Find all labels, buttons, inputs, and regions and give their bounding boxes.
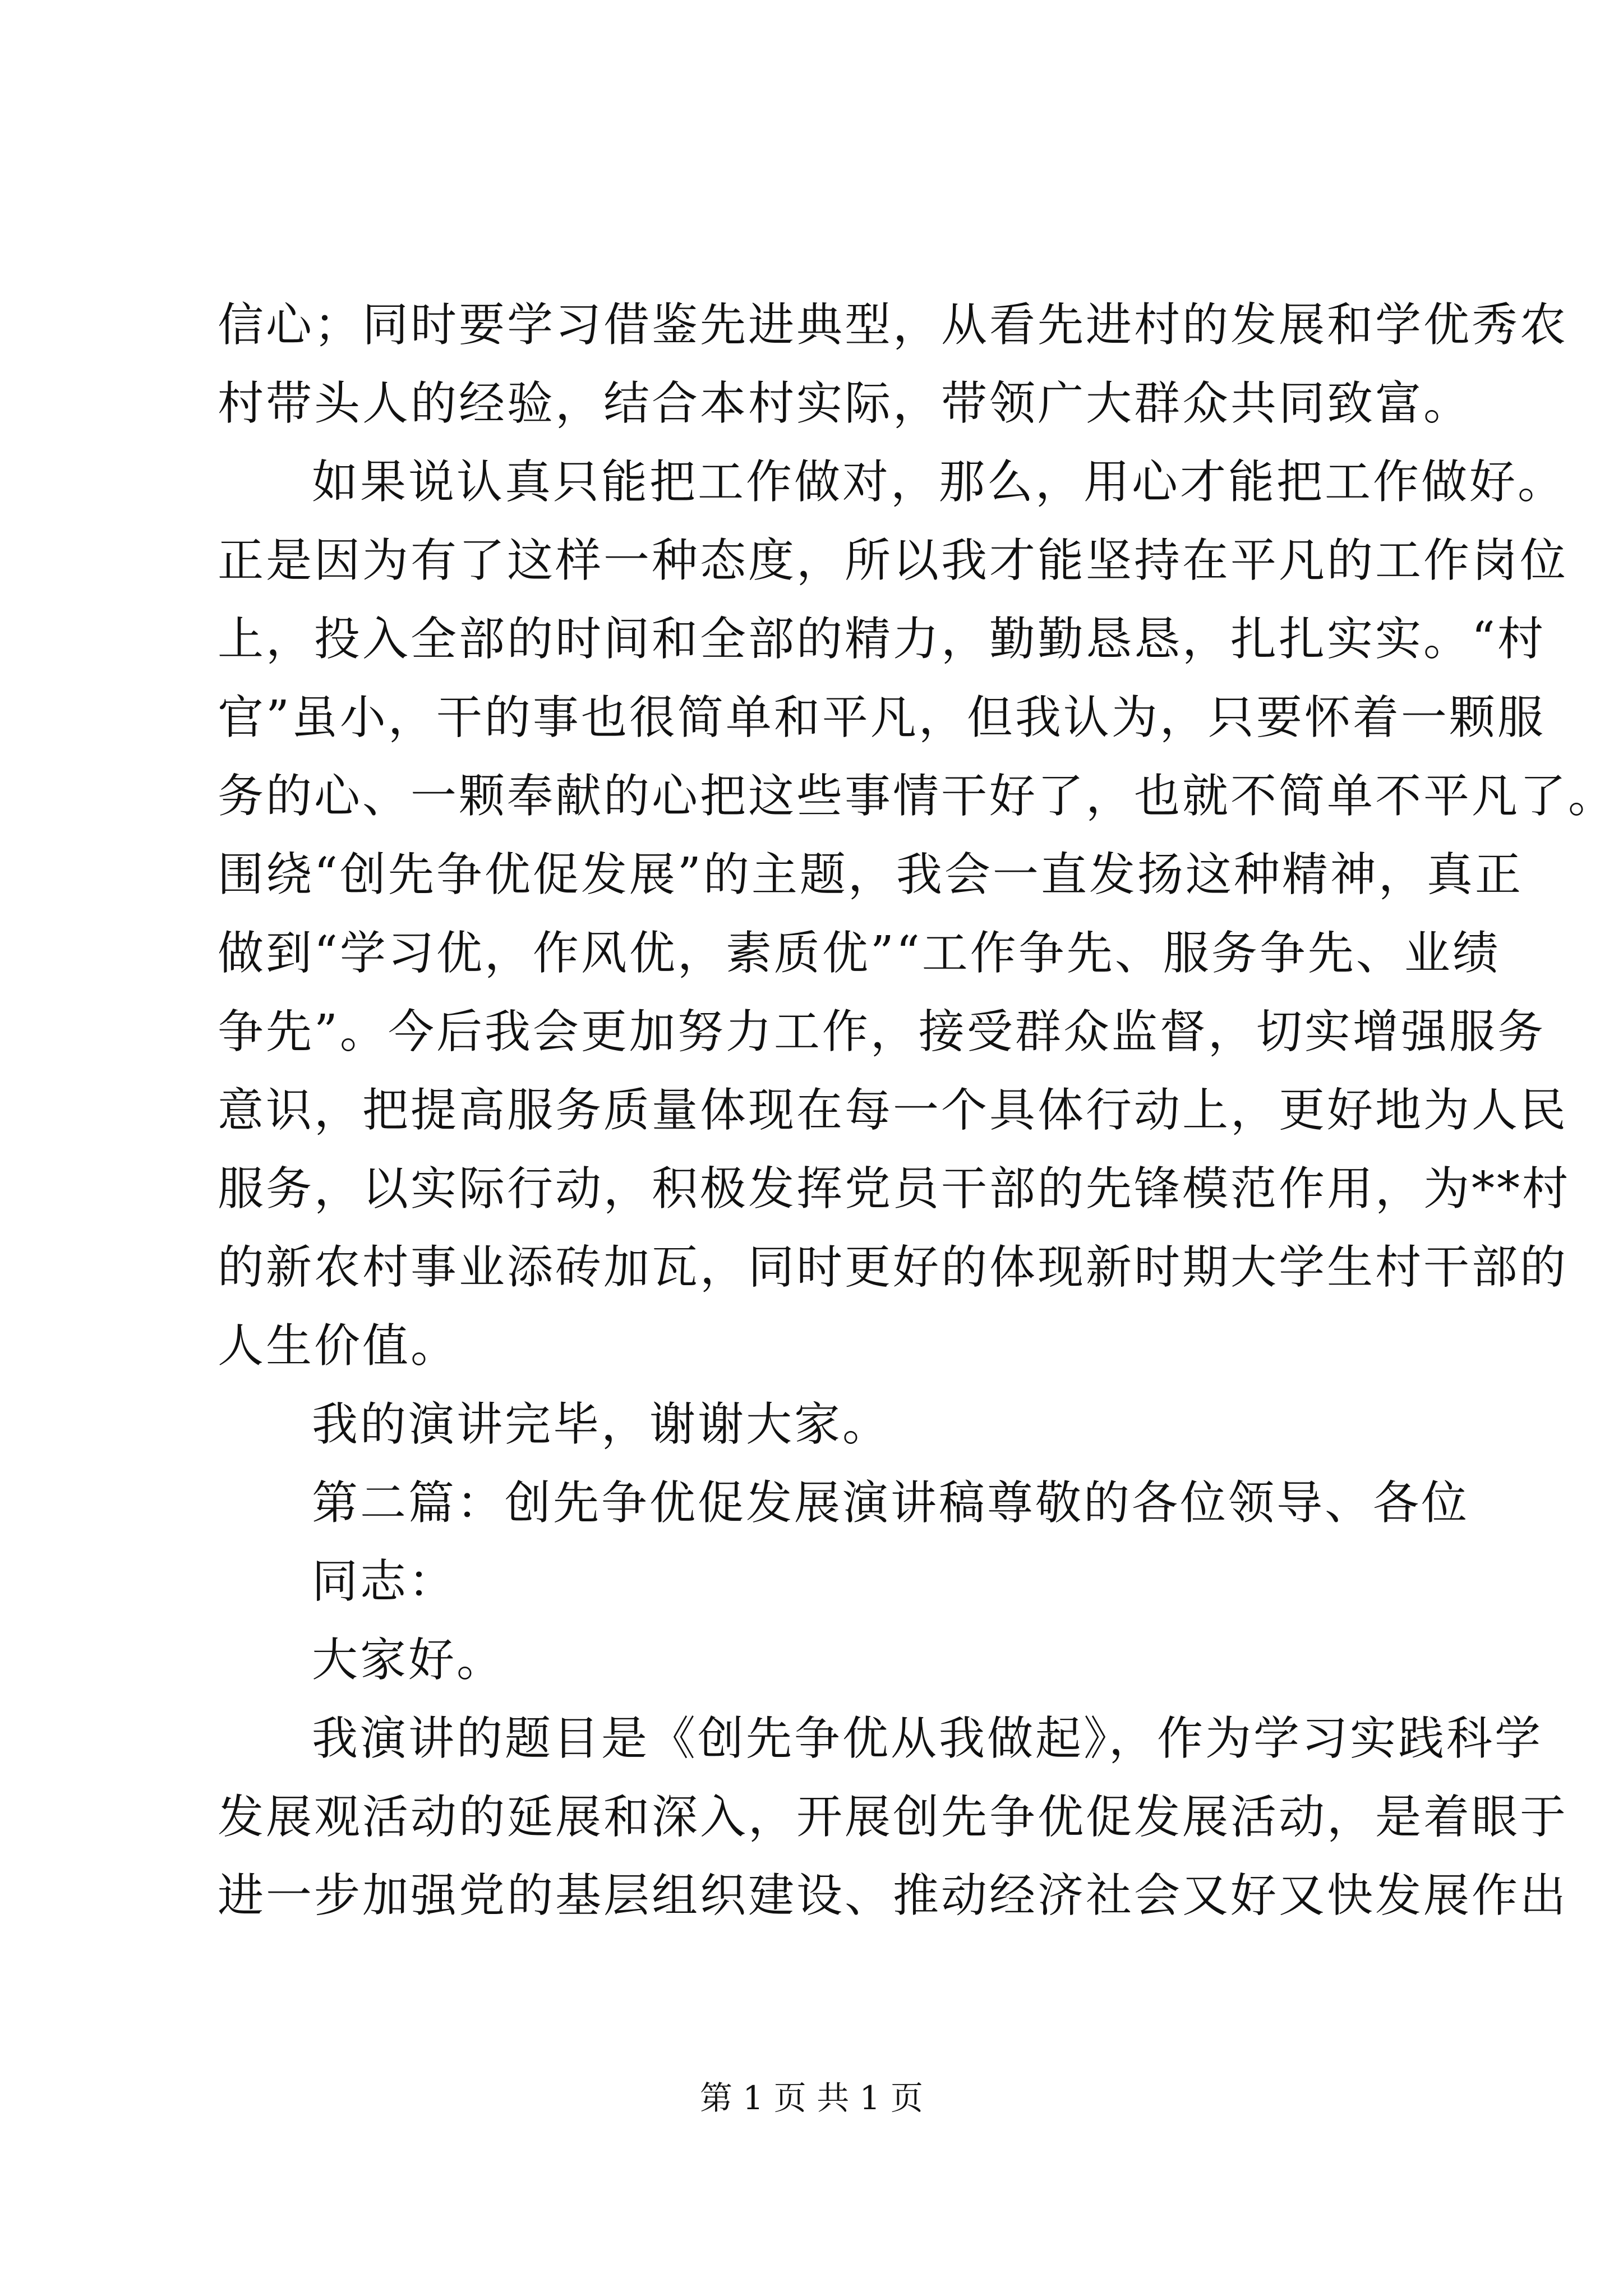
text-line: 服务，以实际行动，积极发挥党员干部的先锋模范作用，为**村 [218, 1162, 1571, 1216]
text-line: 我演讲的题目是《创先争优从我做起》，作为学习实践科学 [312, 1712, 1543, 1765]
text-line: 的新农村事业添砖加瓦，同时更好的体现新时期大学生村干部的 [218, 1241, 1569, 1294]
text-line: 做到“学习优，作风优，素质优”“工作争先、服务争先、业绩 [218, 927, 1501, 980]
text-line: 务的心、一颗奉献的心把这些事情干好了，也就不简单不平凡了。 [218, 770, 1617, 823]
text-line: 正是因为有了这样一种态度，所以我才能坚持在平凡的工作岗位 [218, 534, 1569, 587]
text-line: 争先”。今后我会更加努力工作，接受群众监督，切实增强服务 [218, 1005, 1546, 1059]
page-footer: 第 1 页 共 1 页 [700, 2079, 923, 2117]
text-line: 我的演讲完毕，谢谢大家。 [312, 1398, 891, 1451]
text-line: 官”虽小，干的事也很简单和平凡，但我认为，只要怀着一颗服 [218, 691, 1546, 744]
text-line: 意识，把提高服务质量体现在每一个具体行动上，更好地为人民 [218, 1084, 1569, 1137]
text-line: 如果说认真只能把工作做对，那么，用心才能把工作做好。 [312, 455, 1566, 509]
text-line: 村带头人的经验，结合本村实际，带领广大群众共同致富。 [218, 377, 1472, 430]
text-line: 大家好。 [312, 1634, 505, 1687]
text-line: 同志： [312, 1555, 457, 1608]
text-line: 信心；同时要学习借鉴先进典型，从看先进村的发展和学优秀农 [218, 298, 1569, 352]
text-line: 上，投入全部的时间和全部的精力，勤勤恳恳，扎扎实实。“村 [218, 613, 1546, 666]
text-line: 发展观活动的延展和深入，开展创先争优促发展活动，是着眼于 [218, 1791, 1569, 1844]
text-line: 围绕“创先争优促发展”的主题，我会一直发扬这种精神，真正 [218, 848, 1523, 901]
section-heading: 第二篇：创先争优促发展演讲稿尊敬的各位领导、各位 [312, 1476, 1470, 1530]
text-line: 进一步加强党的基层组织建设、推动经济社会又好又快发展作出 [218, 1869, 1569, 1922]
text-line: 人生价值。 [218, 1319, 459, 1373]
